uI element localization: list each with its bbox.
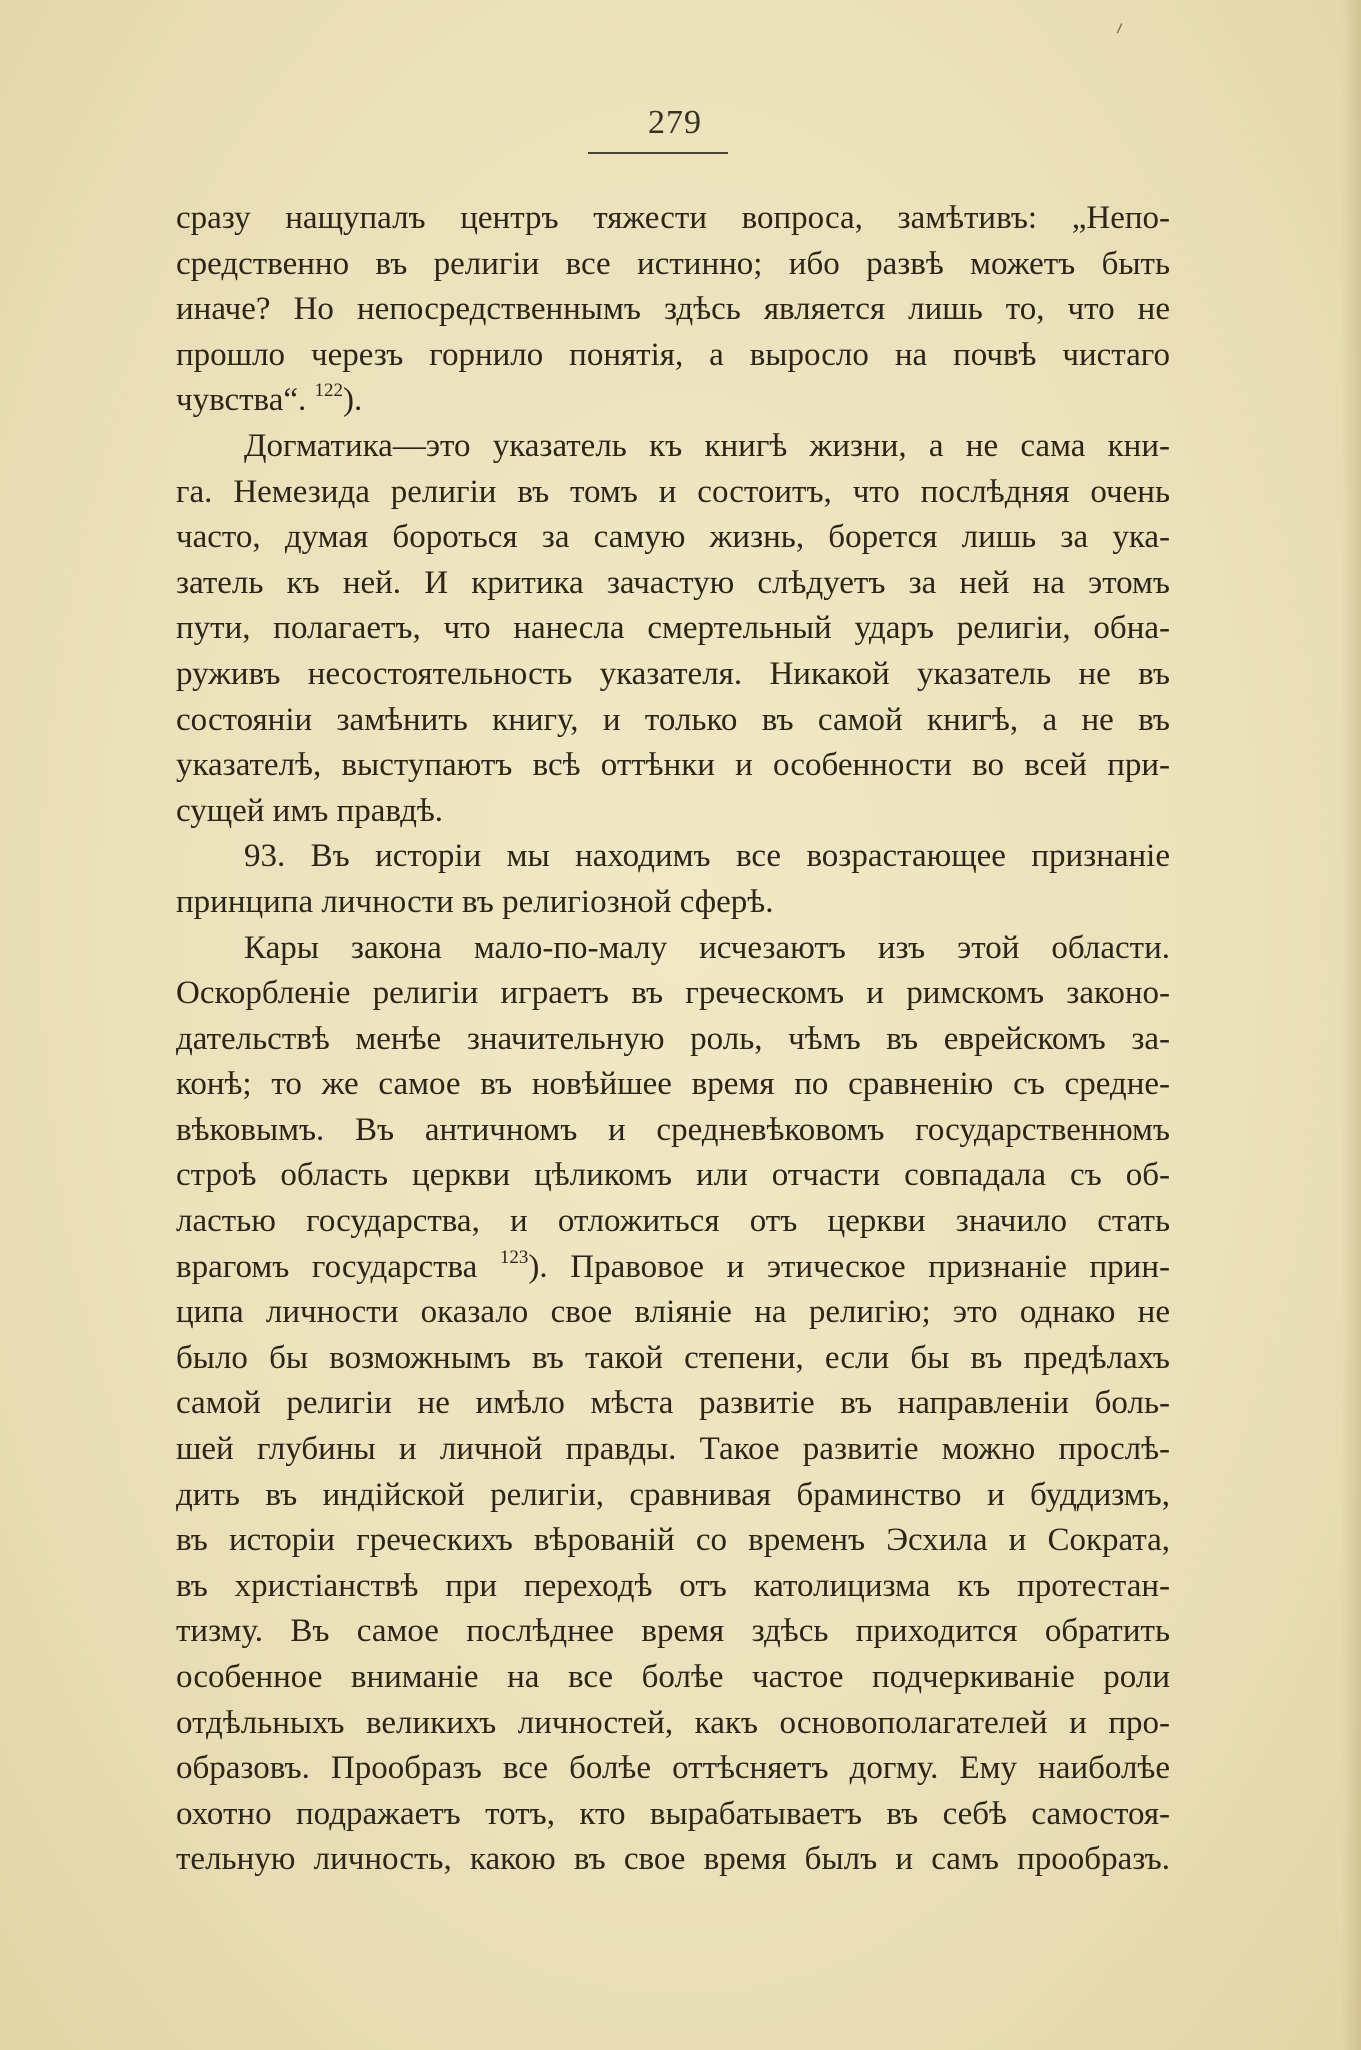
text-line <box>176 834 1170 880</box>
text-line-content: указателѣ, выступаютъ всѣ оттѣнки и особенности во всей при- <box>176 747 1170 784</box>
text-line-content: образовъ. Прообразъ все болѣе оттѣсняетъ догму. Ему наиболѣе <box>176 1750 1170 1787</box>
text-line <box>176 1199 1170 1245</box>
text-line-continuation: ). Правовое и этическое признаніе прин- <box>528 1248 1170 1285</box>
text-line <box>176 1336 1170 1382</box>
text-line-content: руживъ несостоятельность указателя. Никакой указатель не въ <box>176 655 1170 692</box>
text-line <box>176 698 1170 744</box>
text-line <box>176 1290 1170 1336</box>
text-line <box>176 424 1170 470</box>
text-line-content: состояніи замѣнить книгу, и только въ самой книгѣ, а не въ <box>176 701 1170 738</box>
text-line <box>176 287 1170 333</box>
text-line-content: тельную личность, какою въ свое время былъ и самъ прообразъ. <box>176 1841 1170 1878</box>
text-line-content: строѣ область церкви цѣликомъ или отчасти совпадала съ об- <box>176 1157 1170 1194</box>
text-line <box>176 470 1170 516</box>
text-line-content: средственно въ религіи все истинно; ибо развѣ можетъ быть <box>176 245 1170 282</box>
text-line-content: сразу нащупалъ центръ тяжести вопроса, замѣтивъ: „Непо- <box>176 200 1170 236</box>
text-line-content: сущей имъ правдѣ. <box>176 792 444 829</box>
text-line <box>176 1062 1170 1108</box>
text-line <box>176 378 1170 424</box>
text-line-content: конѣ; то же самое въ новѣйшее время по сравненію съ средне- <box>176 1066 1170 1103</box>
text-line-content: часто, думая бороться за самую жизнь, борется лишь за ука- <box>176 519 1170 556</box>
text-line <box>176 333 1170 379</box>
text-line-content: затель къ ней. И критика зачастую слѣдуетъ за ней на этомъ <box>176 564 1170 601</box>
text-line <box>176 606 1170 652</box>
text-line <box>176 242 1170 288</box>
page-number: 279 <box>648 104 702 141</box>
text-line <box>176 1473 1170 1519</box>
text-line-content: прошло черезъ горнило понятія, а выросло на почвѣ чистаго <box>176 336 1170 373</box>
text-line <box>176 196 1170 242</box>
text-line <box>176 561 1170 607</box>
text-line <box>176 1609 1170 1655</box>
body-text <box>176 196 1170 1883</box>
text-line <box>176 1518 1170 1564</box>
text-line <box>176 789 1170 835</box>
text-line <box>176 652 1170 698</box>
text-line-content: самой религіи не имѣло мѣста развитіе въ направленіи боль- <box>176 1385 1170 1422</box>
text-line-content: пути, полагаетъ, что нанесла смертельный ударъ религіи, обна- <box>176 610 1170 647</box>
text-line <box>176 743 1170 789</box>
text-line-content: дить въ индійской религіи, сравнивая браминство и буддизмъ, <box>176 1476 1170 1513</box>
text-line <box>176 1792 1170 1838</box>
text-line-content: особенное вниманіе на все болѣе частое подчеркиваніе роли <box>176 1659 1170 1695</box>
text-line <box>176 1427 1170 1473</box>
page-edge-shadow <box>1341 0 1361 2050</box>
text-line-content: вѣковымъ. Въ античномъ и средневѣковомъ государственномъ <box>176 1111 1170 1148</box>
text-line <box>176 1245 1170 1291</box>
text-line <box>176 1701 1170 1747</box>
text-line <box>176 1655 1170 1701</box>
text-line-content: охотно подражаетъ тотъ, кто вырабатываетъ въ себѣ самостоя- <box>176 1795 1170 1832</box>
text-line-content: ципа личности оказало свое вліяніе на религію; это однако не <box>176 1294 1170 1331</box>
text-line-content: врагомъ государства <box>176 1248 500 1285</box>
text-line <box>176 1381 1170 1427</box>
text-line <box>176 515 1170 561</box>
text-line-content: въ исторіи греческихъ вѣрованій со временъ Эсхила и Сократа, <box>176 1522 1170 1559</box>
text-line-content: было бы возможнымъ въ такой степени, если бы въ предѣлахъ <box>176 1339 1170 1376</box>
text-line-continuation: ). <box>343 382 363 419</box>
text-line-content: Кары закона мало-по-малу исчезаютъ изъ этой области. <box>244 929 1170 966</box>
text-line-content: отдѣльныхъ великихъ личностей, какъ основополагателей и про- <box>176 1704 1170 1741</box>
text-line <box>176 1108 1170 1154</box>
text-line-content: принципа личности въ религіозной сферѣ. <box>176 883 774 920</box>
text-line-content: га. Немезида религіи въ томъ и состоитъ, что послѣдняя очень <box>176 473 1170 510</box>
text-line <box>176 1837 1170 1883</box>
text-line-content: Оскорбленіе религіи играетъ въ греческомъ и римскомъ законо- <box>176 975 1170 1012</box>
text-line <box>176 971 1170 1017</box>
text-line <box>176 880 1170 926</box>
corner-pencil-mark: ⸝ <box>1108 9 1128 38</box>
text-line-content: иначе? Но непосредственнымъ здѣсь является лишь то, что не <box>176 291 1170 328</box>
text-line <box>176 1153 1170 1199</box>
footnote-reference: 122 <box>314 380 343 402</box>
text-line-content: дательствѣ менѣе значительную роль, чѣмъ въ еврейскомъ за- <box>176 1020 1170 1057</box>
text-line <box>176 1017 1170 1063</box>
text-line <box>176 926 1170 972</box>
text-line <box>176 1564 1170 1610</box>
text-line-content: въ христіанствѣ при переходѣ отъ католицизма къ протестан- <box>176 1567 1170 1604</box>
text-line-content: ластью государства, и отложиться отъ церкви значило стать <box>176 1203 1170 1240</box>
text-line-content: шей глубины и личной правды. Такое развитіе можно прослѣ- <box>176 1431 1170 1468</box>
text-line <box>176 1746 1170 1792</box>
text-line-content: чувства“. <box>176 382 315 419</box>
text-line-content: 93. Въ исторіи мы находимъ все возрастающее признаніе <box>244 838 1170 875</box>
text-line-content: Догматика—это указатель къ книгѣ жизни, а не сама кни- <box>244 427 1170 464</box>
text-line-content: тизму. Въ самое послѣднее время здѣсь приходится обратить <box>176 1613 1170 1650</box>
footnote-reference: 123 <box>499 1246 529 1268</box>
header-rule <box>588 152 728 154</box>
